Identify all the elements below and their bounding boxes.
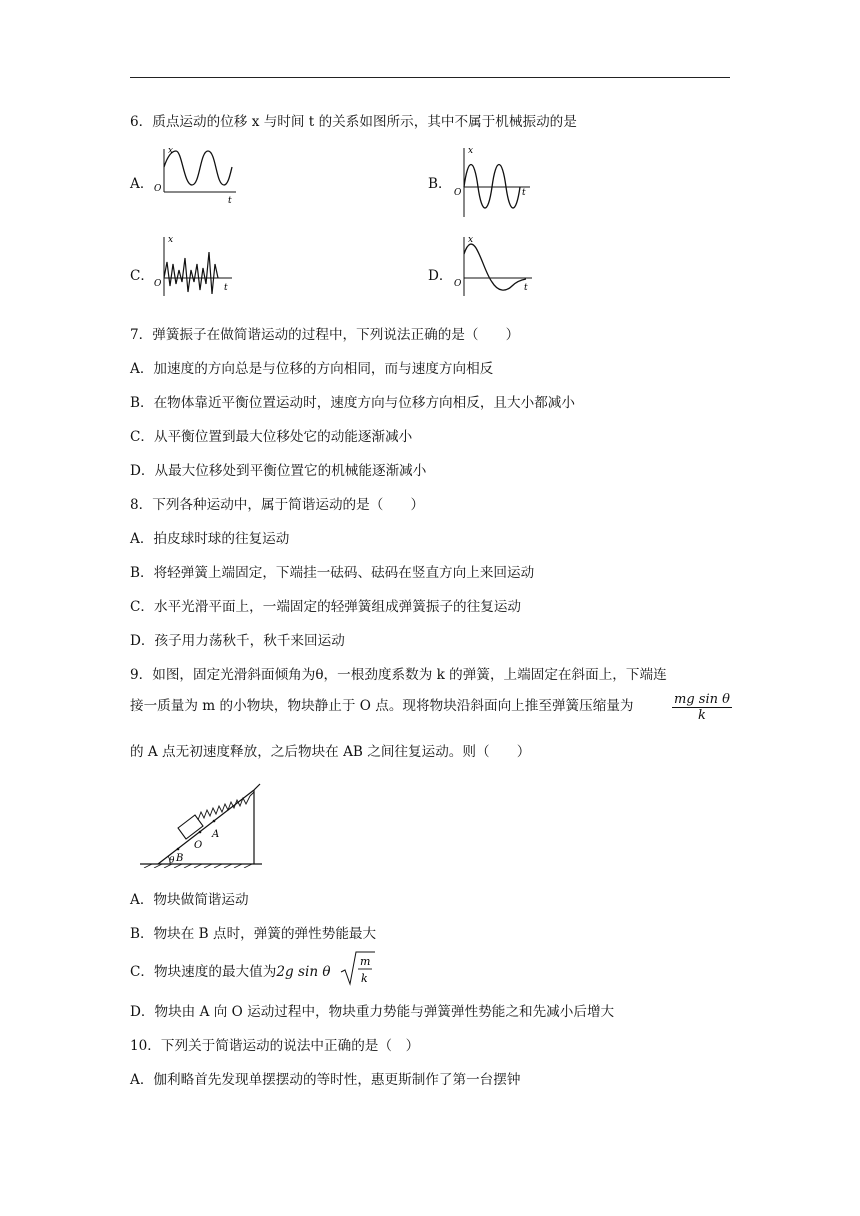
q9-option-a: A．物块做简谐运动: [130, 892, 249, 908]
q9-option-c-prefix: C．物块速度的最大值为: [130, 964, 277, 980]
q9-fraction-denominator: k: [698, 708, 706, 723]
q6-option-c-label: C．: [130, 268, 154, 284]
q6-graph-a: [150, 145, 240, 205]
q8-option-a: A．拍皮球时球的往复运动: [130, 531, 290, 547]
q7-option-b: B．在物体靠近平衡位置运动时，速度方向与位移方向相反，且大小都减小: [130, 395, 575, 411]
q6d-origin-label: O: [454, 279, 462, 289]
q7-option-a: A．加速度的方向总是与位移的方向相同，而与速度方向相反: [130, 361, 494, 377]
q8-option-d: D．孩子用力荡秋千，秋千来回运动: [130, 633, 345, 649]
q8-option-c: C．水平光滑平面上，一端固定的轻弹簧组成弹簧振子的往复运动: [130, 599, 522, 615]
q6c-x-label: t: [224, 283, 228, 293]
header-rule: [130, 77, 730, 78]
q7-option-d: D．从最大位移处到平衡位置它的机械能逐渐减小: [130, 463, 427, 479]
q9-option-c-expr: 2g sin θ: [276, 964, 331, 980]
q7-stem: 7．弹簧振子在做简谐运动的过程中，下列说法正确的是（ ）: [130, 327, 520, 343]
q6-option-d-label: D．: [428, 268, 453, 284]
q6-graph-d: [450, 234, 540, 299]
q9-stem-line2: [130, 696, 634, 716]
q6b-x-label: t: [522, 188, 526, 198]
q9-root-denominator: k: [361, 972, 368, 985]
q7-option-c: C．从平衡位置到最大位移处它的动能逐渐减小: [130, 429, 413, 445]
q9-fraction-numerator: mg sin θ: [674, 692, 730, 707]
q6-option-b-label: B．: [428, 176, 452, 192]
q9-label-b: B: [176, 853, 184, 864]
q6a-y-label: x: [168, 146, 174, 156]
q9-root-numerator: m: [360, 955, 371, 968]
q8-option-b: B．将轻弹簧上端固定，下端挂一砝码、砝码在竖直方向上来回运动: [130, 565, 535, 581]
q10-stem: 10．下列关于简谐运动的说法中正确的是（ ）: [130, 1038, 420, 1054]
q9-incline-figure: [140, 776, 270, 868]
q9-label-theta: θ: [169, 856, 175, 866]
q9-option-d: D．物块由 A 向 O 运动过程中，物块重力势能与弹簧弹性势能之和先减小后增大: [130, 1004, 615, 1020]
q6b-origin-label: O: [454, 188, 462, 198]
q6d-x-label: t: [524, 283, 528, 293]
q6-stem: 6．质点运动的位移 x 与时间 t 的关系如图所示，其中不属于机械振动的是: [130, 114, 577, 130]
q6c-origin-label: O: [154, 279, 162, 289]
q9-option-b: B．物块在 B 点时，弹簧的弹性势能最大: [130, 926, 377, 942]
q6-graph-c: [150, 234, 240, 299]
q9-stem-line3: 的 A 点无初速度释放，之后物块在 AB 之间往复运动。则（ ）: [130, 744, 531, 760]
q9-stem-line2-text: 接一质量为 m 的小物块，物块静止于 O 点。现将物块沿斜面向上推至弹簧压缩量为: [130, 698, 634, 714]
q6b-y-label: x: [468, 146, 474, 156]
q8-stem: 8．下列各种运动中，属于简谐运动的是（ ）: [130, 497, 425, 513]
q9-label-a: A: [212, 829, 220, 840]
q6a-x-label: t: [228, 196, 232, 205]
q6-graph-b: [450, 145, 540, 220]
q10-option-a: A．伽利略首先发现单摆摆动的等时性，惠更斯制作了第一台摆钟: [130, 1072, 521, 1088]
q6d-y-label: x: [468, 235, 474, 245]
q6c-y-label: x: [168, 235, 174, 245]
q9-label-o: O: [194, 840, 203, 851]
q9-option-c: [130, 962, 331, 982]
q6-option-a-label: A．: [130, 176, 154, 192]
q9-stem-line1: 9．如图，固定光滑斜面倾角为θ，一根劲度系数为 k 的弹簧，上端固定在斜面上，下端连: [130, 667, 667, 683]
q9-compression-fraction: [672, 692, 732, 723]
q6a-origin-label: O: [154, 184, 162, 194]
q9-option-c-sqrt: [340, 950, 376, 988]
